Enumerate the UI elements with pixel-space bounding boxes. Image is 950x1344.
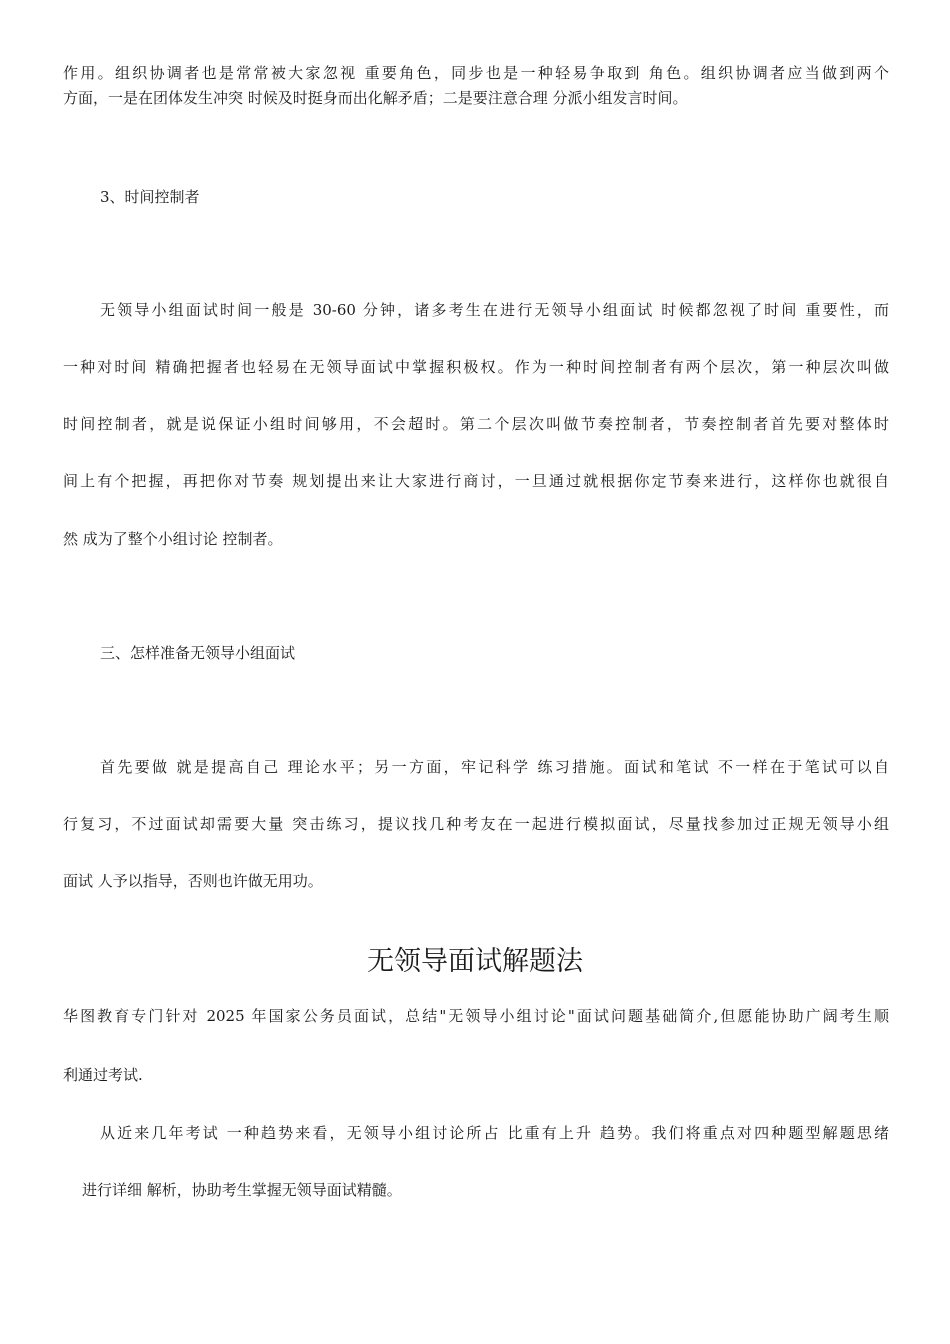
paragraph-line: 作用。组织协调者也是常常被大家忽视 重要角色，同步也是一种轻易争取到 角色。组织协调者应当做到两个 — [63, 64, 889, 82]
paragraph-line: 进行详细 解析，协助考生掌握无领导面试精髓。 — [82, 1181, 402, 1199]
paragraph-line: 然 成为了整个小组讨论 控制者。 — [63, 530, 283, 548]
paragraph-line: 间上有个把握，再把你对节奏 规划提出来让大家进行商讨，一旦通过就根据你定节奏来进行，这样你也就很自 — [63, 472, 889, 490]
paragraph-line: 华图教育专门针对 2025 年国家公务员面试，总结"无领导小组讨论"面试问题基础简介,但愿能协助广阔考生顺 — [63, 1007, 889, 1025]
paragraph-line: 利通过考试. — [63, 1066, 143, 1084]
section-heading: 三、怎样准备无领导小组面试 — [100, 644, 296, 662]
paragraph-line: 首先要做 就是提高自己 理论水平；另一方面，牢记科学 练习措施。面试和笔试 不一样在于笔试可以自 — [100, 758, 889, 776]
section-heading: 3、时间控制者 — [100, 188, 200, 206]
paragraph-line: 从近来几年考试 一种趋势来看，无领导小组讨论所占 比重有上升 趋势。我们将重点对四种题型解题思绪 — [100, 1124, 889, 1142]
paragraph-line: 方面，一是在团体发生冲突 时候及时挺身而出化解矛盾；二是要注意合理 分派小组发言时间。 — [63, 89, 688, 107]
paragraph-line: 无领导小组面试时间一般是 30-60 分钟，诸多考生在进行无领导小组面试 时候都忽视了时间 重要性，而 — [100, 301, 889, 319]
page-title: 无领导面试解题法 — [367, 946, 583, 977]
paragraph-line: 面试 人予以指导，否则也许做无用功。 — [63, 872, 323, 890]
paragraph-line: 时间控制者，就是说保证小组时间够用，不会超时。第二个层次叫做节奏控制者，节奏控制者首先要对整体时 — [63, 415, 889, 433]
paragraph-line: 一种对时间 精确把握者也轻易在无领导面试中掌握积极权。作为一种时间控制者有两个层次，第一种层次叫做 — [63, 358, 889, 376]
paragraph-line: 行复习，不过面试却需要大量 突击练习，提议找几种考友在一起进行模拟面试，尽量找参加过正规无领导小组 — [63, 815, 889, 833]
